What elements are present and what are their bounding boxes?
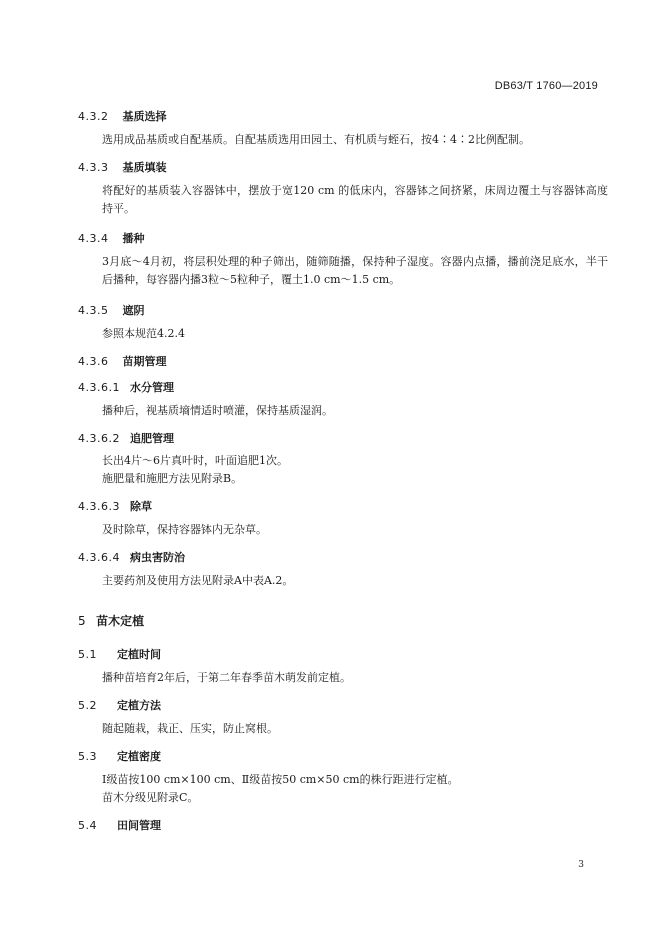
section-heading-4-3-3 xyxy=(78,159,167,175)
section-title: 定植方法 xyxy=(117,699,161,712)
section-title: 基质填装 xyxy=(122,161,167,174)
section-body-4-3-6-1: 播种后，视基质墒情适时喷灌，保持基质湿润。 xyxy=(102,404,333,417)
section-number: 4.3.2 xyxy=(78,110,109,123)
section-title: 定植密度 xyxy=(117,750,161,763)
chapter-title: 苗木定植 xyxy=(96,614,145,628)
section-body-4-3-5: 参照本规范4.2.4 xyxy=(102,327,185,340)
section-heading-4-3-4 xyxy=(78,230,145,246)
section-title: 苗期管理 xyxy=(122,355,167,368)
section-title: 水分管理 xyxy=(129,381,174,394)
section-number: 5.2 xyxy=(78,699,97,712)
section-body-5-3-line-1: Ⅰ级苗按100 cm×100 cm、Ⅱ级苗按50 cm×50 cm的株行距进行定植。 xyxy=(102,773,459,786)
section-title: 田间管理 xyxy=(117,819,161,832)
section-body-4-3-4: 3月底～4月初，将层积处理的种子筛出，随筛随播，保持种子湿度。容器内点播，播前浇足底水，半干后播种，每容器内播3粒～5粒种子，覆土1.0 cm～1.5 cm。 xyxy=(102,255,608,286)
section-body-4-3-6-2-line-1: 长出4片～6片真叶时，叶面追肥1次。 xyxy=(102,454,288,467)
section-number: 5.1 xyxy=(78,648,97,661)
section-body-5-1: 播种苗培育2年后，于第二年春季苗木萌发前定植。 xyxy=(102,671,351,684)
chapter-heading-5 xyxy=(78,612,144,629)
section-heading-4-3-6-4 xyxy=(78,549,185,565)
section-number: 4.3.6.1 xyxy=(78,381,120,394)
section-number: 5.3 xyxy=(78,750,97,763)
section-body-4-3-6-2-line-2: 施肥量和施肥方法见附录B。 xyxy=(102,472,243,485)
section-heading-4-3-5 xyxy=(78,302,145,318)
section-number: 4.3.6.2 xyxy=(78,432,120,445)
section-title: 定植时间 xyxy=(117,648,161,661)
document-code: DB63/T 1760—2019 xyxy=(494,80,598,92)
page-number: 3 xyxy=(578,860,584,870)
section-title: 除草 xyxy=(129,500,152,513)
section-title: 播种 xyxy=(122,232,145,245)
section-number: 4.3.4 xyxy=(78,232,109,245)
section-number: 4.3.6.3 xyxy=(78,500,120,513)
section-heading-5-2 xyxy=(78,697,161,713)
section-heading-4-3-2 xyxy=(78,108,167,124)
section-title: 基质选择 xyxy=(122,110,167,123)
section-heading-5-3 xyxy=(78,748,161,764)
chapter-number: 5 xyxy=(78,614,87,628)
section-heading-4-3-6-1 xyxy=(78,379,174,395)
section-heading-4-3-6-2 xyxy=(78,430,174,446)
section-heading-4-3-6 xyxy=(78,353,167,369)
section-body-4-3-2: 选用成品基质或自配基质。自配基质选用田园土、有机质与蛭石，按4∶4∶2比例配制。 xyxy=(102,133,530,146)
section-heading-5-4 xyxy=(78,817,161,833)
section-body-4-3-6-4: 主要药剂及使用方法见附录A中表A.2。 xyxy=(102,574,294,587)
section-title: 追肥管理 xyxy=(129,432,174,445)
section-heading-4-3-6-3 xyxy=(78,498,152,514)
section-heading-5-1 xyxy=(78,646,161,662)
section-body-5-3-line-2: 苗木分级见附录C。 xyxy=(102,791,199,804)
section-number: 4.3.5 xyxy=(78,304,109,317)
section-body-4-3-3: 将配好的基质装入容器钵中，摆放于宽120 cm 的低床内，容器钵之间挤紧，床周边覆土与容器钵高度持平。 xyxy=(102,184,608,215)
section-body-4-3-6-3: 及时除草，保持容器钵内无杂草。 xyxy=(102,523,267,536)
section-number: 4.3.6 xyxy=(78,355,109,368)
section-body-5-2: 随起随栽，栽正、压实，防止窝根。 xyxy=(102,722,278,735)
section-title: 病虫害防治 xyxy=(129,551,185,564)
section-number: 4.3.6.4 xyxy=(78,551,120,564)
section-number: 5.4 xyxy=(78,819,97,832)
section-number: 4.3.3 xyxy=(78,161,109,174)
section-title: 遮阴 xyxy=(122,304,145,317)
